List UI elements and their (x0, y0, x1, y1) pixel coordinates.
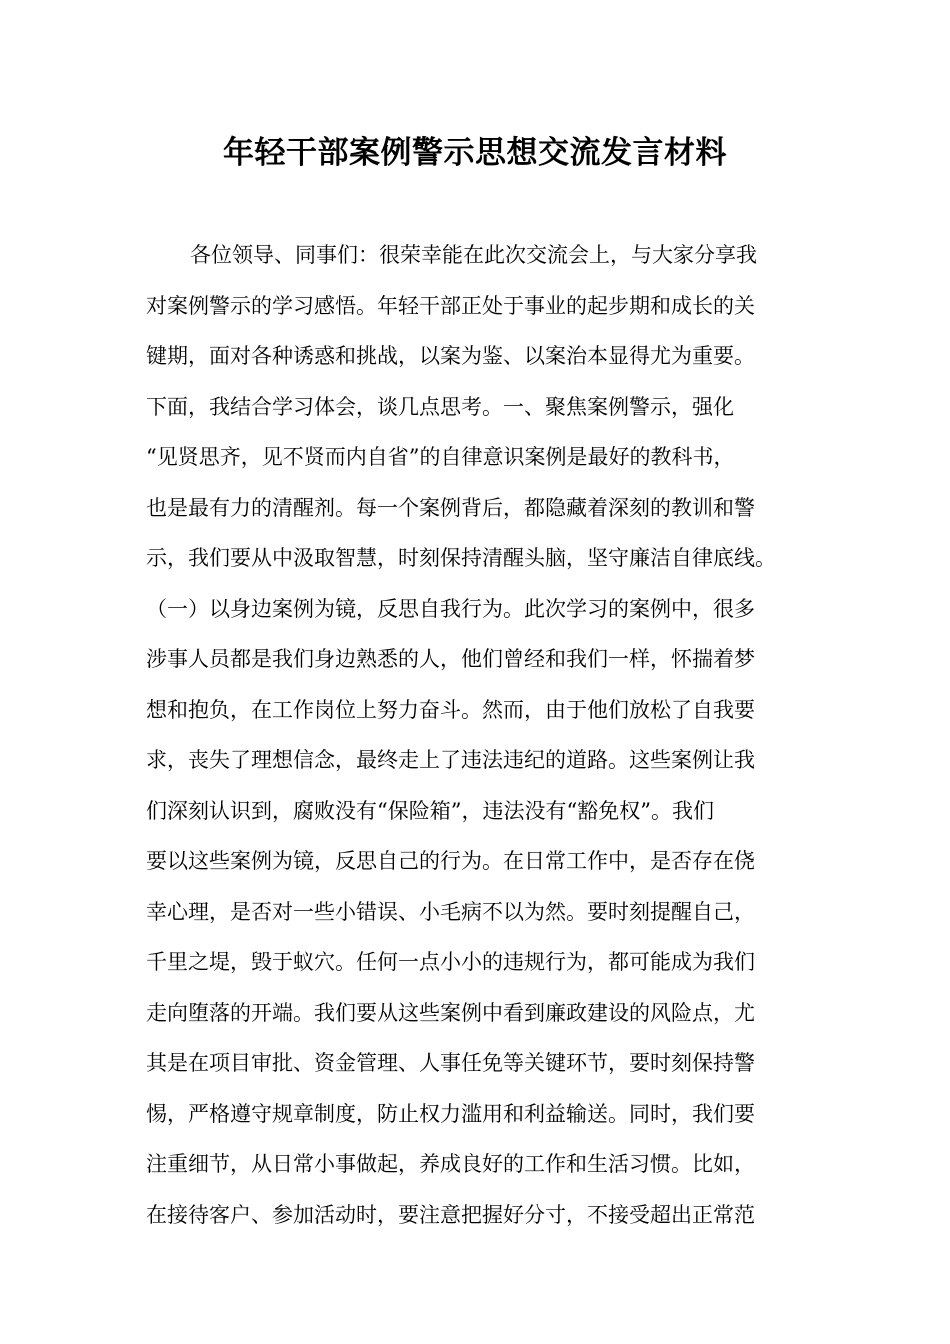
body-line: 们深刻认识到，腐败没有“保险箱”，违法没有“豁免权”。我们 (146, 798, 714, 823)
body-line: 想和抱负，在工作岗位上努力奋斗。然而，由于他们放松了自我要 (146, 697, 755, 722)
body-line: 各位领导、同事们：很荣幸能在此次交流会上，与大家分享我 (190, 243, 757, 267)
body-line: 下面，我结合学习体会，谈几点思考。一、聚焦案例警示，强化 (146, 394, 734, 419)
body-line: 求，丧失了理想信念，最终走上了违法违纪的道路。这些案例让我 (146, 748, 755, 772)
body-line: 惕，严格遵守规章制度，防止权力滥用和利益输送。同时，我们要 (146, 1101, 755, 1126)
body-line: 注重细节，从日常小事做起，养成良好的工作和生活习惯。比如， (146, 1152, 755, 1176)
body-line: 在接待客户、参加活动时，要注意把握好分寸，不接受超出正常范 (146, 1202, 755, 1227)
body-line: 千里之堤，毁于蚁穴。任何一点小小的违规行为，都可能成为我们 (146, 950, 755, 974)
body-line: 示，我们要从中汲取智慧，时刻保持清醒头脑，坚守廉洁自律底线。 (146, 546, 776, 570)
body-line: （一）以身边案例为镜，反思自我行为。此次学习的案例中，很多 (146, 596, 755, 621)
body-line: 要以这些案例为镜，反思自己的行为。在日常工作中，是否存在侥 (146, 849, 755, 873)
body-line: 对案例警示的学习感悟。年轻干部正处于事业的起步期和成长的关 (146, 293, 755, 318)
body-line: 键期，面对各种诱惑和挑战，以案为鉴、以案治本显得尤为重要。 (146, 344, 755, 368)
body-line: “见贤思齐，见不贤而内自省”的自律意识案例是最好的教科书， (146, 445, 735, 469)
document-body (146, 230, 836, 1240)
body-line: 其是在项目审批、资金管理、人事任免等关键环节，要时刻保持警 (146, 1051, 755, 1075)
body-line: 幸心理，是否对一些小错误、小毛病不以为然。要时刻提醒自己， (146, 899, 755, 924)
document-title: 年轻干部案例警示思想交流发言材料 (223, 135, 727, 171)
body-line: 也是最有力的清醒剂。每一个案例背后，都隐藏着深刻的教训和警 (146, 495, 755, 520)
body-line: 涉事人员都是我们身边熟悉的人，他们曾经和我们一样，怀揣着梦 (146, 647, 755, 671)
body-line: 走向堕落的开端。我们要从这些案例中看到廉政建设的风险点，尤 (146, 1000, 755, 1025)
